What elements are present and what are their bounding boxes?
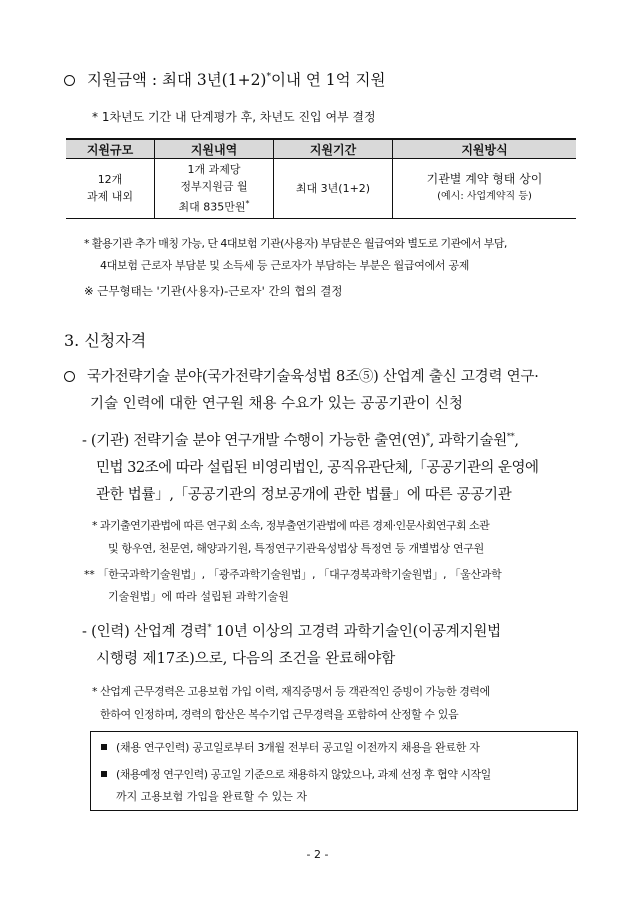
table-note-1-line-2: 4대보험 근로자 부담분 및 소득세 등 근로자가 부담하는 부분은 월급여에서 공제	[100, 259, 470, 272]
institution-line-2: 민법 32조에 따라 설립된 비영리법인, 공직유관단체,「공공기관의 운영에	[96, 460, 539, 476]
conditions-box	[90, 731, 578, 811]
institution-note-2-line-2: 기술원법」에 따라 설립된 과학기술원	[108, 590, 289, 603]
circle-bullet-icon	[64, 371, 75, 382]
institution-line-1: - (기관) 전략기술 분야 연구개발 수행이 가능한 출연(연)*, 과학기술원**,	[82, 432, 519, 449]
section-intro-line-2: 기술 인력에 대한 연구원 채용 수요가 있는 공공기관이 신청	[90, 396, 464, 412]
header-scale: 지원규모	[66, 139, 155, 159]
condition-item-2-line-1: (채용예정 연구인력) 공고일 기준으로 채용하지 않았으나, 과제 선정 후 협약 시작일	[101, 766, 491, 782]
condition-item-1: (채용 연구인력) 공고일로부터 3개월 전부터 공고일 이전까지 채용을 완료한 자	[101, 739, 480, 755]
square-bullet-icon	[101, 771, 107, 777]
condition-item-2-line-2: 까지 고용보험 가입을 완료할 수 있는 자	[116, 790, 307, 803]
cell-detail: 1개 과제당 정부지원금 월 최대 835만원*	[155, 159, 274, 219]
cell-period: 최대 3년(1+2)	[274, 159, 393, 219]
support-amount-note: * 1차년도 기간 내 단계평가 후, 차년도 진입 여부 결정	[92, 110, 376, 124]
table-note-2: ※ 근무형태는 '기관(사용자)-근로자' 간의 협의 결정	[84, 284, 343, 298]
institution-note-1-line-2: 및 항우연, 천문연, 해양과기원, 특정연구기관육성법상 특정연 등 개별법상 연구원	[108, 542, 484, 555]
personnel-line-1: - (인력) 산업계 경력* 10년 이상의 고경력 과학기술인(이공계지원법	[82, 623, 501, 640]
header-detail: 지원내역	[155, 139, 274, 159]
header-method: 지원방식	[393, 139, 577, 159]
header-period: 지원기간	[274, 139, 393, 159]
institution-note-2-line-1: ** 「한국과학기술원법」, 「광주과학기술원법」, 「대구경북과학기술원법」, 「울산과학	[84, 568, 502, 581]
table-row	[66, 159, 576, 219]
institution-note-1-line-1: * 과기출연기관법에 따른 연구회 소속, 정부출연기관법에 따른 경제·인문사회연구회 소관	[92, 519, 490, 532]
personnel-note-line-1: * 산업계 근무경력은 고용보험 가입 이력, 재직증명서 등 객관적인 증빙이 가능한 경력에	[92, 685, 490, 698]
support-table	[66, 138, 576, 219]
square-bullet-icon	[101, 744, 107, 750]
personnel-note-line-2: 한하여 인정하며, 경력의 합산은 복수기업 근무경력을 포함하여 산정할 수 있음	[100, 708, 459, 721]
section-intro-line-1: 국가전략기술 분야(국가전략기술육성법 8조⑤) 산업계 출신 고경력 연구·	[64, 365, 539, 386]
table-note-1-line-1: * 활용기관 추가 매칭 가능, 단 4대보험 기관(사용자) 부담분은 월급여와 별도로 기관에서 부담,	[84, 237, 507, 250]
page-number: - 2 -	[306, 848, 329, 861]
institution-line-3: 관한 법률」,「공공기관의 정보공개에 관한 법률」에 따른 공공기관	[96, 487, 512, 503]
table-header-row	[66, 139, 576, 159]
cell-method: 기관별 계약 형태 상이 (예시: 사업계약직 등)	[393, 159, 577, 219]
personnel-line-2: 시행령 제17조)으로, 다음의 조건을 완료해야함	[96, 651, 396, 667]
section-title: 3. 신청자격	[64, 331, 147, 350]
circle-bullet-icon	[64, 75, 75, 86]
cell-scale: 12개 과제 내외	[66, 159, 155, 219]
support-amount-line: 지원금액 : 최대 3년(1+2)*이내 연 1억 지원	[64, 68, 385, 90]
